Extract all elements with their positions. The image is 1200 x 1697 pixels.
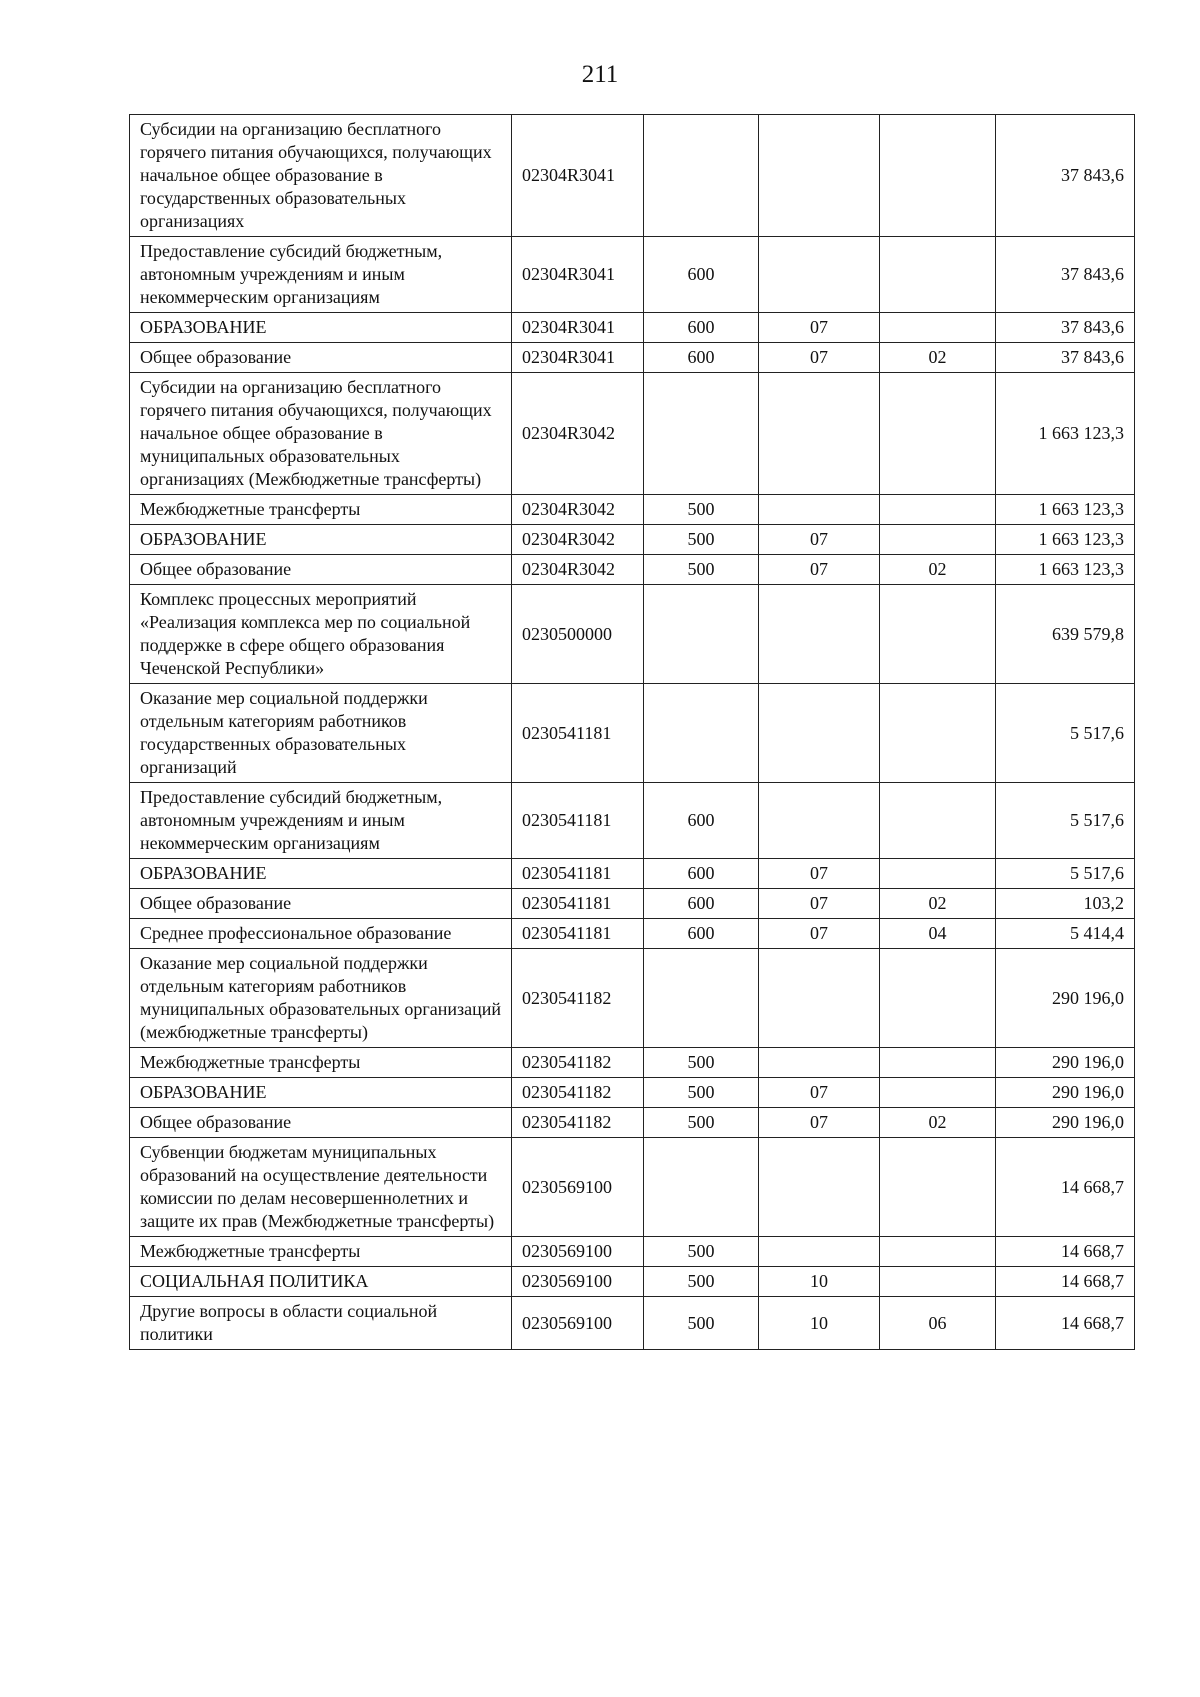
subsection-cell: [880, 1267, 996, 1297]
amount-cell: 1 663 123,3: [996, 525, 1135, 555]
subsection-cell: [880, 585, 996, 684]
table-row: [130, 1297, 1135, 1350]
table-row: [130, 859, 1135, 889]
subsection-cell: [880, 684, 996, 783]
subsection-cell: [880, 1237, 996, 1267]
row-name-cell: ОБРАЗОВАНИЕ: [130, 859, 512, 889]
subsection-cell: [880, 1138, 996, 1237]
expense-type-cell: [644, 1138, 759, 1237]
expense-type-cell: 500: [644, 1237, 759, 1267]
row-name-cell: Общее образование: [130, 1108, 512, 1138]
amount-cell: 14 668,7: [996, 1297, 1135, 1350]
subsection-cell: [880, 859, 996, 889]
expense-type-cell: [644, 949, 759, 1048]
target-code-cell: 02304R3041: [512, 343, 644, 373]
amount-cell: 290 196,0: [996, 949, 1135, 1048]
subsection-cell: [880, 373, 996, 495]
section-cell: [759, 1138, 880, 1237]
table-row: [130, 783, 1135, 859]
row-name-cell: СОЦИАЛЬНАЯ ПОЛИТИКА: [130, 1267, 512, 1297]
target-code-cell: 0230569100: [512, 1237, 644, 1267]
expense-type-cell: 600: [644, 343, 759, 373]
amount-cell: 5 414,4: [996, 919, 1135, 949]
table-row: [130, 1048, 1135, 1078]
amount-cell: 37 843,6: [996, 115, 1135, 237]
expense-type-cell: 500: [644, 525, 759, 555]
budget-table: [129, 114, 1135, 1350]
expense-type-cell: 500: [644, 1297, 759, 1350]
amount-cell: 37 843,6: [996, 313, 1135, 343]
amount-cell: 290 196,0: [996, 1108, 1135, 1138]
expense-type-cell: [644, 684, 759, 783]
amount-cell: 1 663 123,3: [996, 495, 1135, 525]
target-code-cell: 0230541181: [512, 684, 644, 783]
table-row: [130, 1078, 1135, 1108]
row-name-cell: Общее образование: [130, 343, 512, 373]
row-name-cell: Предоставление субсидий бюджетным, автономным учреждениям и иным некоммерческим организациям: [130, 237, 512, 313]
table-row: [130, 1138, 1135, 1237]
row-name-cell: Субсидии на организацию бесплатного горячего питания обучающихся, получающих начальное общее образование в государственных образовательных организациях: [130, 115, 512, 237]
subsection-cell: [880, 237, 996, 313]
target-code-cell: 0230500000: [512, 585, 644, 684]
expense-type-cell: 600: [644, 889, 759, 919]
amount-cell: 639 579,8: [996, 585, 1135, 684]
subsection-cell: 02: [880, 1108, 996, 1138]
subsection-cell: 02: [880, 555, 996, 585]
target-code-cell: 02304R3042: [512, 525, 644, 555]
section-cell: [759, 1237, 880, 1267]
row-name-cell: Среднее профессиональное образование: [130, 919, 512, 949]
expense-type-cell: 600: [644, 919, 759, 949]
amount-cell: 5 517,6: [996, 783, 1135, 859]
subsection-cell: [880, 1048, 996, 1078]
expense-type-cell: [644, 115, 759, 237]
section-cell: 07: [759, 313, 880, 343]
subsection-cell: [880, 495, 996, 525]
table-row: [130, 525, 1135, 555]
subsection-cell: [880, 115, 996, 237]
section-cell: [759, 949, 880, 1048]
expense-type-cell: [644, 373, 759, 495]
target-code-cell: 02304R3042: [512, 373, 644, 495]
target-code-cell: 0230541182: [512, 949, 644, 1048]
table-row: [130, 237, 1135, 313]
section-cell: 10: [759, 1267, 880, 1297]
expense-type-cell: 600: [644, 859, 759, 889]
target-code-cell: 0230569100: [512, 1297, 644, 1350]
amount-cell: 5 517,6: [996, 684, 1135, 783]
subsection-cell: 04: [880, 919, 996, 949]
row-name-cell: ОБРАЗОВАНИЕ: [130, 525, 512, 555]
section-cell: [759, 585, 880, 684]
section-cell: [759, 1048, 880, 1078]
section-cell: [759, 684, 880, 783]
subsection-cell: 02: [880, 343, 996, 373]
section-cell: 07: [759, 343, 880, 373]
expense-type-cell: 500: [644, 1108, 759, 1138]
target-code-cell: 0230541182: [512, 1048, 644, 1078]
section-cell: 07: [759, 919, 880, 949]
target-code-cell: 0230541181: [512, 859, 644, 889]
amount-cell: 1 663 123,3: [996, 555, 1135, 585]
table-row: [130, 343, 1135, 373]
row-name-cell: Другие вопросы в области социальной политики: [130, 1297, 512, 1350]
table-row: [130, 1108, 1135, 1138]
target-code-cell: 02304R3041: [512, 313, 644, 343]
table-row: [130, 313, 1135, 343]
table-row: [130, 495, 1135, 525]
subsection-cell: [880, 783, 996, 859]
table-row: [130, 889, 1135, 919]
subsection-cell: [880, 949, 996, 1048]
section-cell: [759, 495, 880, 525]
table-row: [130, 1267, 1135, 1297]
target-code-cell: 02304R3041: [512, 115, 644, 237]
target-code-cell: 0230541181: [512, 919, 644, 949]
amount-cell: 290 196,0: [996, 1078, 1135, 1108]
target-code-cell: 0230541182: [512, 1108, 644, 1138]
amount-cell: 14 668,7: [996, 1237, 1135, 1267]
row-name-cell: Межбюджетные трансферты: [130, 495, 512, 525]
target-code-cell: 0230541181: [512, 783, 644, 859]
section-cell: 07: [759, 555, 880, 585]
amount-cell: 14 668,7: [996, 1267, 1135, 1297]
section-cell: 07: [759, 1078, 880, 1108]
row-name-cell: Оказание мер социальной поддержки отдельным категориям работников муниципальных образовательных организаций (межбюджетные трансферты): [130, 949, 512, 1048]
target-code-cell: 0230541181: [512, 889, 644, 919]
target-code-cell: 0230569100: [512, 1138, 644, 1237]
row-name-cell: ОБРАЗОВАНИЕ: [130, 313, 512, 343]
table-row: [130, 919, 1135, 949]
subsection-cell: [880, 525, 996, 555]
section-cell: 07: [759, 889, 880, 919]
target-code-cell: 02304R3041: [512, 237, 644, 313]
target-code-cell: 02304R3042: [512, 555, 644, 585]
amount-cell: 103,2: [996, 889, 1135, 919]
section-cell: [759, 783, 880, 859]
row-name-cell: Предоставление субсидий бюджетным, автономным учреждениям и иным некоммерческим организациям: [130, 783, 512, 859]
amount-cell: 5 517,6: [996, 859, 1135, 889]
amount-cell: 1 663 123,3: [996, 373, 1135, 495]
table-row: [130, 684, 1135, 783]
section-cell: 10: [759, 1297, 880, 1350]
expense-type-cell: 500: [644, 555, 759, 585]
subsection-cell: 06: [880, 1297, 996, 1350]
target-code-cell: 0230541182: [512, 1078, 644, 1108]
budget-table-body: [130, 115, 1135, 1350]
row-name-cell: Оказание мер социальной поддержки отдельным категориям работников государственных образовательных организаций: [130, 684, 512, 783]
expense-type-cell: [644, 585, 759, 684]
section-cell: 07: [759, 1108, 880, 1138]
expense-type-cell: 600: [644, 783, 759, 859]
section-cell: 07: [759, 859, 880, 889]
amount-cell: 37 843,6: [996, 237, 1135, 313]
row-name-cell: Общее образование: [130, 555, 512, 585]
table-row: [130, 949, 1135, 1048]
section-cell: [759, 237, 880, 313]
section-cell: 07: [759, 525, 880, 555]
row-name-cell: Межбюджетные трансферты: [130, 1237, 512, 1267]
target-code-cell: 02304R3042: [512, 495, 644, 525]
row-name-cell: Межбюджетные трансферты: [130, 1048, 512, 1078]
row-name-cell: Комплекс процессных мероприятий «Реализация комплекса мер по социальной поддержке в сфере общего образования Чеченской Республики»: [130, 585, 512, 684]
section-cell: [759, 115, 880, 237]
expense-type-cell: 500: [644, 495, 759, 525]
table-row: [130, 115, 1135, 237]
amount-cell: 37 843,6: [996, 343, 1135, 373]
amount-cell: 290 196,0: [996, 1048, 1135, 1078]
page-number: 211: [581, 61, 619, 88]
row-name-cell: Субвенции бюджетам муниципальных образований на осуществление деятельности комиссии по делам несовершеннолетних и защите их прав (Межбюджетные трансферты): [130, 1138, 512, 1237]
amount-cell: 14 668,7: [996, 1138, 1135, 1237]
section-cell: [759, 373, 880, 495]
expense-type-cell: 500: [644, 1267, 759, 1297]
table-row: [130, 1237, 1135, 1267]
target-code-cell: 0230569100: [512, 1267, 644, 1297]
expense-type-cell: 500: [644, 1078, 759, 1108]
row-name-cell: ОБРАЗОВАНИЕ: [130, 1078, 512, 1108]
expense-type-cell: 600: [644, 313, 759, 343]
table-row: [130, 373, 1135, 495]
row-name-cell: Общее образование: [130, 889, 512, 919]
expense-type-cell: 600: [644, 237, 759, 313]
subsection-cell: [880, 313, 996, 343]
subsection-cell: 02: [880, 889, 996, 919]
expense-type-cell: 500: [644, 1048, 759, 1078]
row-name-cell: Субсидии на организацию бесплатного горячего питания обучающихся, получающих начальное общее образование в муниципальных образовательных организациях (Межбюджетные трансферты): [130, 373, 512, 495]
subsection-cell: [880, 1078, 996, 1108]
table-row: [130, 555, 1135, 585]
table-row: [130, 585, 1135, 684]
